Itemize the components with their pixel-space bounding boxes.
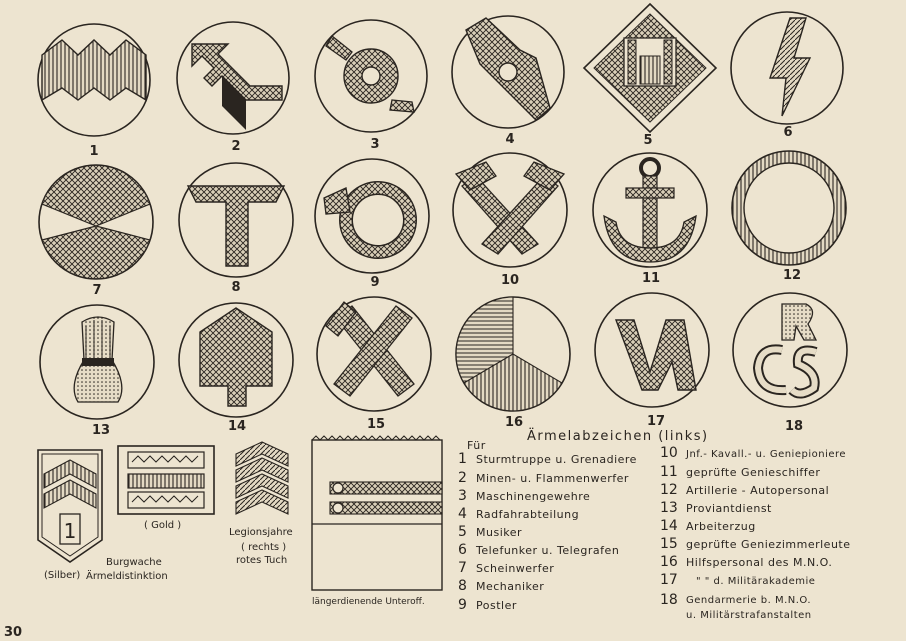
badge-10: [453, 153, 567, 288]
svg-text:Arbeiterzug: Arbeiterzug: [686, 520, 756, 533]
badge-number: 15: [366, 417, 386, 432]
svg-text:Hilfspersonal des M.N.O.: Hilfspersonal des M.N.O.: [686, 556, 833, 569]
svg-text:8: 8: [458, 578, 467, 594]
badge-number: 5: [643, 133, 653, 148]
unteroff-label: längerdienende Unteroff.: [312, 597, 425, 607]
rotes-tuch-label: rotes Tuch: [236, 555, 288, 566]
svg-text:10: 10: [660, 445, 678, 461]
page-number: 30: [4, 625, 23, 640]
legend-right: [660, 445, 851, 621]
badge-12: [732, 151, 846, 283]
svg-text:14: 14: [660, 518, 678, 534]
shield-number: 1: [63, 519, 77, 543]
svg-text:13: 13: [660, 500, 678, 516]
svg-text:" " d. Militära: " " d. Militärakademie: [696, 576, 816, 587]
burgwache-shield: [38, 450, 102, 562]
svg-text:7: 7: [458, 560, 467, 576]
badge-11: [593, 153, 707, 286]
svg-text:1: 1: [458, 451, 467, 467]
badge-2: [177, 22, 289, 154]
svg-text:Postler: Postler: [476, 599, 517, 612]
svg-text:Proviantdienst: Proviantdienst: [686, 502, 772, 515]
badge-number: 3: [370, 137, 380, 152]
badge-7: [39, 165, 153, 298]
badge-14: [179, 303, 293, 434]
legionsjahre-label: Legionsjahre: [229, 527, 293, 538]
svg-text:Telefunker u. Telegrafen: Telefunker u. Telegrafen: [476, 544, 620, 557]
svg-text:Artillerie - Autopersonal: Artillerie - Autopersonal: [686, 484, 830, 497]
svg-text:Minen- u. Flammenwerfer: Minen- u. Flammenwerfer: [476, 472, 629, 485]
svg-text:5: 5: [458, 524, 467, 540]
badge-8: [179, 163, 293, 295]
badge-number: 4: [505, 132, 515, 147]
badge-15: [317, 297, 431, 432]
badge-4: [452, 16, 564, 147]
badge-number: 17: [646, 414, 666, 429]
svg-text:2: 2: [458, 470, 467, 486]
svg-text:Sturmtruppe u. Grenadiere: Sturmtruppe u. Grenadiere: [476, 453, 637, 466]
svg-text:geprüfte Geniezimmerleute: geprüfte Geniezimmerleute: [686, 538, 851, 551]
svg-text:u. Militärstrafanstalten: u. Militärstrafanstalten: [686, 610, 812, 621]
armeldistinktion-label: Ärmeldistinktion: [86, 571, 168, 582]
silber-label: (Silber): [44, 570, 81, 581]
svg-text:16: 16: [660, 554, 678, 570]
svg-text:Gendarmerie b. M.N.O.: Gendarmerie b. M.N.O.: [686, 595, 812, 606]
badge-number: 14: [227, 419, 247, 434]
badge-5: [584, 4, 716, 148]
badge-18: [733, 293, 847, 434]
svg-text:Musiker: Musiker: [476, 526, 523, 539]
svg-text:12: 12: [660, 482, 678, 498]
badge-number: 6: [783, 125, 793, 140]
svg-text:17: 17: [660, 572, 678, 588]
svg-text:3: 3: [458, 488, 467, 504]
badge-3: [315, 20, 427, 152]
badge-number: 8: [231, 280, 241, 295]
badge-13: [40, 305, 154, 438]
badge-number: 12: [782, 268, 802, 283]
badge-number: 9: [370, 275, 380, 290]
badge-1: [38, 24, 150, 159]
svg-text:Maschinengewehre: Maschinengewehre: [476, 490, 591, 503]
badge-17: [595, 293, 709, 429]
svg-text:Radfahrabteilung: Radfahrabteilung: [476, 508, 580, 521]
legend-left: [458, 451, 637, 613]
badge-number: 11: [641, 271, 661, 286]
gold-label: ( Gold ): [144, 520, 182, 531]
svg-text:4: 4: [458, 506, 467, 522]
badge-number: 16: [504, 415, 524, 430]
rechts-label: ( rechts ): [241, 542, 287, 553]
badge-number: 10: [500, 273, 520, 288]
svg-text:Mechaniker: Mechaniker: [476, 580, 545, 593]
badge-6: [731, 12, 843, 140]
svg-text:Jnf.- Kavall.- u. Geniepionier: Jnf.- Kavall.- u. Geniepioniere: [686, 449, 847, 460]
svg-text:geprüfte Genieschiffer: geprüfte Genieschiffer: [686, 466, 821, 479]
svg-text:Scheinwerfer: Scheinwerfer: [476, 562, 555, 575]
unteroffizier-sleeve: [312, 436, 442, 590]
badge-9: [315, 159, 429, 290]
svg-text:6: 6: [458, 542, 467, 558]
gold-bars: [118, 446, 214, 514]
badge-16: [456, 297, 570, 430]
svg-text:11: 11: [660, 464, 678, 480]
svg-text:9: 9: [458, 597, 467, 613]
burgwache-label: Burgwache: [106, 557, 162, 568]
svg-text:18: 18: [660, 592, 678, 608]
badge-number: 1: [89, 144, 99, 159]
legend-fuer: Für: [467, 439, 486, 452]
badge-number: 2: [231, 139, 241, 154]
legend-title: Ärmelabzeichen (links): [527, 429, 709, 444]
badge-number: 7: [92, 283, 102, 298]
legionsjahre-chevrons: [236, 442, 288, 514]
badge-number: 13: [91, 423, 111, 438]
svg-text:15: 15: [660, 536, 678, 552]
badge-number: 18: [784, 419, 804, 434]
